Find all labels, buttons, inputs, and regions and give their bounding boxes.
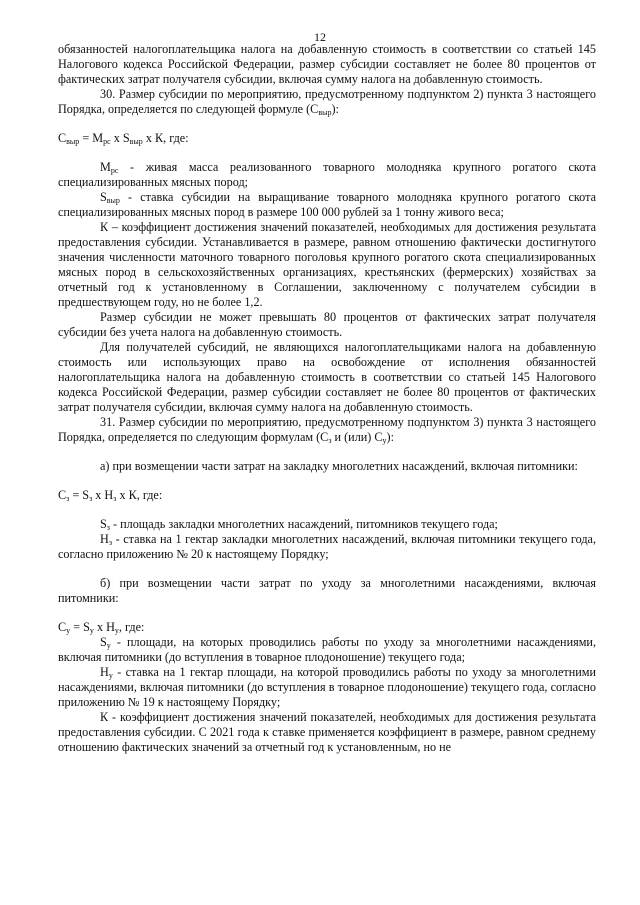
definition-s-vyr: $S_{выр}$ - ставка субсидии на выращивание товарного молодняка крупного рогатого скота специализированных мясных пород в размере 100 000 рублей за 1 тонну живого веса; <box>58 190 596 219</box>
paragraph-non-vat: Для получателей субсидий, не являющихся налогоплательщиками налога на добавленную стоимость или использующих право на освобождение от исполнения обязанностей налогоплательщика налога на добавленную стоимость в соответствии со статьей 145 Налогового кодекса Российской Федерации, размер субсидии составляет не более 80 процентов от фактических затрат получателя субсидии, включая сумму налога на добавленную стоимость. <box>58 340 596 414</box>
paragraph-limit: Размер субсидии не может превышать 80 процентов от фактических затрат получателя субсидии без учета налога на добавленную стоимость. <box>58 310 596 339</box>
definition-k-plants: К - коэффициент достижения значений показателей, необходимых для достижения результата предоставления субсидии. С 2021 года к ставке применяется коэффициент в размере, равном среднему отношению фактических значений за отчетный год к установленным, но не <box>58 710 596 754</box>
page-number: 12 <box>314 30 326 44</box>
definition-m-rs: $М_{рс}$ - живая масса реализованного товарного молодняка крупного рогатого скота специализированных мясных пород; <box>58 160 596 189</box>
definition-k-livestock: К – коэффициент достижения значений показателей, необходимых для достижения результата предоставления субсидии. Устанавливается в размере, равном отношению фактически достигнутого значения численности маточного товарного поголовья крупного рогатого скота специализированных мясных пород в сельскохозяйственных организациях, крестьянских (фермерских) хозяйствах за отчетный год к установленному в Соглашении, заключенному с получателем субсидии в предшествующем году, но не более 1,2. <box>58 220 596 309</box>
formula-vyr: $С_{выр} = М_{рс}$ х $S_{выр}$ х К, где: <box>58 131 189 146</box>
item-b: б) при возмещении части затрат по уходу за многолетними насаждениями, включая питомники: <box>58 576 596 605</box>
paragraph-continuation: обязанностей налогоплательщика налога на добавленную стоимость в соответствии со статьей 145 Налогового кодекса Российской Федерации, размер субсидии составляет не более 80 процентов от фактических затрат получателя субсидии, включая сумму налога на добавленную стоимость. <box>58 42 596 86</box>
definition-s-z: $S_з$ - площадь закладки многолетних насаждений, питомников текущего года; <box>100 517 498 532</box>
definition-h-z: $Н_з$ - ставка на 1 гектар закладки многолетних насаждений, включая питомники текущего года, согласно приложению № 20 к настоящему Порядку; <box>58 532 596 561</box>
definition-s-u: $S_у$ - площади, на которых проводились работы по уходу за многолетними насаждениями, включая питомники (до вступления в товарное плодоношение) текущего года; <box>58 635 596 664</box>
item-a: а) при возмещении части затрат на закладку многолетних насаждений, включая питомники: <box>100 459 578 473</box>
paragraph-30: 30. Размер субсидии по мероприятию, предусмотренному подпунктом 2) пункта 3 настоящего Порядка, определяется по следующей формуле $(С_{выр})$: <box>58 87 596 117</box>
formula-z: $С_з = S_з$ х $Н_з$ х К, где: <box>58 488 163 503</box>
document-body <box>58 42 596 755</box>
paragraph-31: 31. Размер субсидии по мероприятию, предусмотренному подпунктом 3) пункта 3 настоящего Порядка, определяется по следующим формулам ($С_з$ и (или) $С_у$): <box>58 415 596 445</box>
formula-u: $С_у = S_у$ х $Н_у$, где: <box>58 620 145 635</box>
definition-h-u: $Н_у$ - ставка на 1 гектар площади, на которой проводились работы по уходу за многолетними насаждениями, включая питомники (до вступления в товарное плодоношение) текущего года, согласно приложению № 19 к настоящему Порядку; <box>58 665 596 709</box>
